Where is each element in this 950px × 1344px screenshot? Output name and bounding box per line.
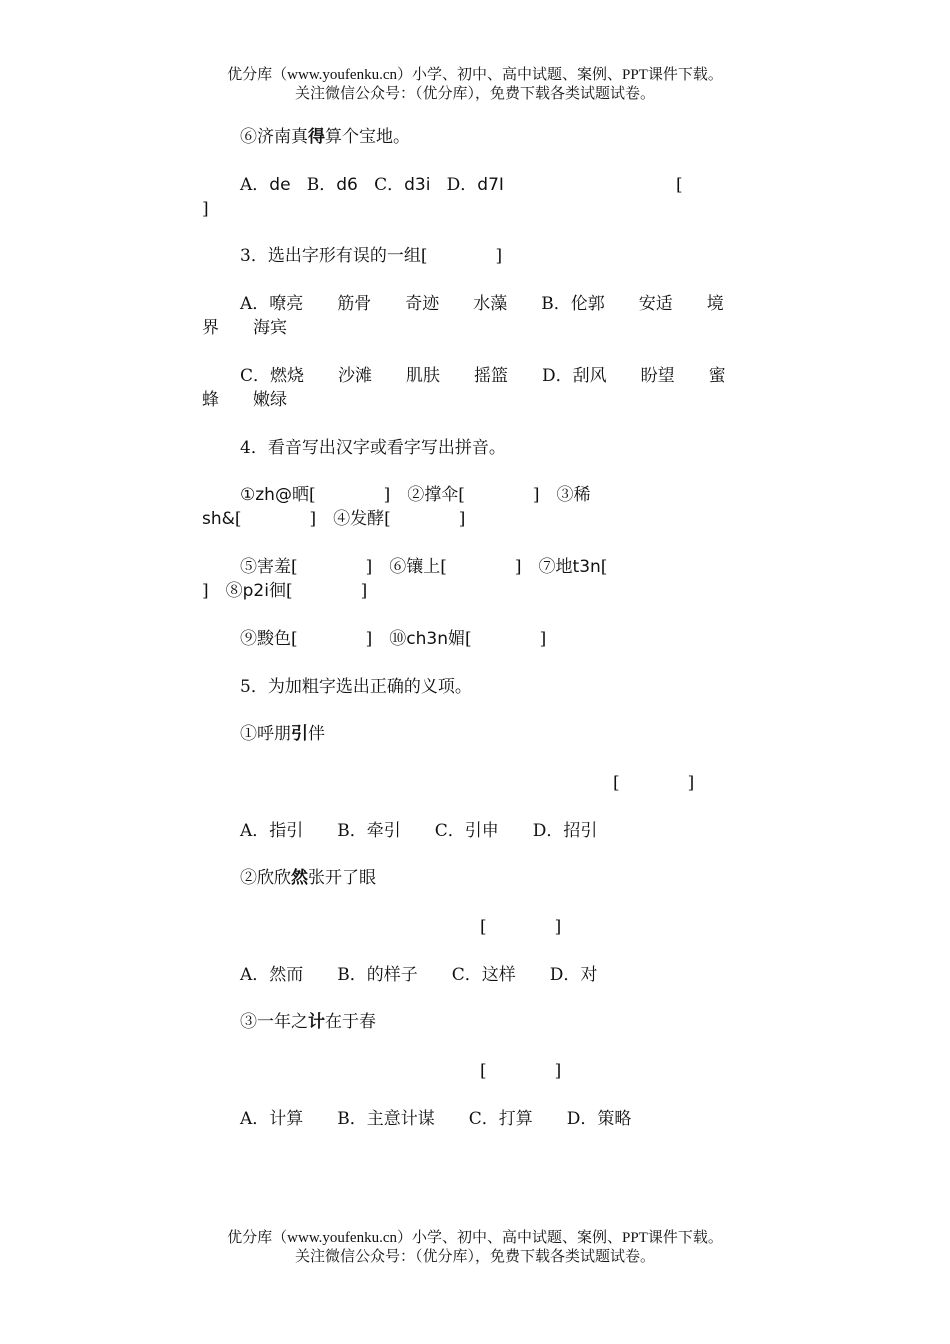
q4-item-8-pinyin: p2i [242, 581, 269, 601]
q2-label-a: A． [240, 175, 270, 195]
q4-item-1-num: ① [240, 485, 256, 505]
q5-s1-bold-char: 引 [291, 724, 308, 744]
q5-sentence-1 [240, 722, 325, 746]
q3-line-a2: 界 海宾 [202, 318, 287, 338]
q3-title: 3．选出字形有误的一组[ ] [240, 246, 503, 266]
q4-item-9: ⑨黢色[ ] ⑩ [240, 629, 407, 649]
q5-sentence-3 [240, 1010, 376, 1034]
q5-s3-bracket: [ ] [480, 1061, 562, 1081]
q2-options [240, 173, 504, 197]
q5-s3-pre: ③一年之 [240, 1012, 308, 1032]
q5-title: 5．为加粗字选出正确的义项。 [240, 677, 472, 697]
q3-line-c1: C．燃烧 沙滩 肌肤 摇篮 D．刮风 盼望 蜜 [240, 366, 726, 386]
q5-s1-options: A．指引 B．牵引 C．引申 D．招引 [240, 821, 598, 841]
q5-s2-pre: ②欣欣 [240, 868, 291, 888]
q2-option-b: d6 [336, 175, 358, 195]
q5-s1-pre: ①呼朋 [240, 724, 291, 744]
q2-item-6-bold-char: 得 [308, 127, 325, 147]
footer-line-1: 优分库（www.youfenku.cn）小学、初中、高中试题、案例、PPT课件下载。 [227, 1230, 723, 1246]
q4-item-7-pinyin: t3n [572, 557, 601, 577]
q2-label-d: D． [446, 175, 478, 195]
q4-row-1 [240, 483, 590, 507]
q2-item-6-pre: ⑥济南真 [240, 127, 308, 147]
q2-bracket-open: [ [676, 175, 683, 195]
page-header [0, 66, 950, 104]
q5-s2-bracket: [ ] [480, 917, 562, 937]
q4-item-1-rest: 晒[ ] ②撑伞[ ] ③稀 [291, 485, 591, 505]
q4-item-5: ⑤害羞[ ] ⑥镶上[ ] ⑦地 [240, 557, 573, 577]
header-line-2: 关注微信公众号：（优分库），免费下载各类试题试卷。 [294, 86, 655, 102]
q4-item-10-pinyin: ch3n [406, 629, 448, 649]
q4-item-7-bracket: [ [600, 557, 608, 577]
q4-row-3 [240, 627, 546, 651]
q5-s3-options: A．计算 B．主意计谋 C．打算 D．策略 [240, 1109, 632, 1129]
q3-line-a1: A．嘹亮 筋骨 奇迹 水藻 B．伦郭 安适 境 [240, 294, 724, 314]
q2-label-c: C． [374, 175, 405, 195]
header-line-1: 优分库（www.youfenku.cn）小学、初中、高中试题、案例、PPT课件下载。 [227, 67, 723, 83]
q5-s1-post: 伴 [308, 724, 325, 744]
q5-s3-post: 在于春 [325, 1012, 376, 1032]
footer-line-2: 关注微信公众号：（优分库），免费下载各类试题试卷。 [294, 1249, 655, 1265]
q2-option-d: d7I [477, 175, 504, 195]
q5-s2-post: 张开了眼 [308, 868, 376, 888]
q4-item-3-pinyin: sh& [202, 509, 235, 529]
q3-line-c2: 蜂 嫩绿 [202, 390, 287, 410]
q4-row-2 [240, 555, 607, 579]
q5-s2-bold-char: 然 [291, 868, 308, 888]
q4-item-1-pinyin: zh@ [255, 485, 292, 505]
q5-sentence-2 [240, 866, 376, 890]
q2-option-a: de [269, 175, 291, 195]
q4-item-10-rest: 媚[ ] [447, 629, 547, 649]
q2-bracket-close: ] [202, 199, 209, 219]
q4-item-3-rest: [ ] ④发酵[ ] [234, 509, 466, 529]
q5-s2-options: A．然而 B．的样子 C．这样 D．对 [240, 965, 598, 985]
q4-item-8-rest: 徊[ ] [268, 581, 368, 601]
q2-item-6 [240, 125, 410, 149]
page-footer [0, 1229, 950, 1267]
q2-item-6-post: 算个宝地。 [325, 127, 410, 147]
q4-title: 4．看音写出汉字或看字写出拼音。 [240, 438, 506, 458]
q4-item-7-close: ] ⑧ [202, 581, 243, 601]
q5-s1-bracket: [ ] [613, 773, 695, 793]
q2-option-c: d3i [404, 175, 431, 195]
q5-s3-bold-char: 计 [308, 1012, 325, 1032]
q4-row-1-cont [202, 507, 465, 531]
q2-label-b: B． [306, 175, 337, 195]
q4-row-2-cont [202, 579, 367, 603]
